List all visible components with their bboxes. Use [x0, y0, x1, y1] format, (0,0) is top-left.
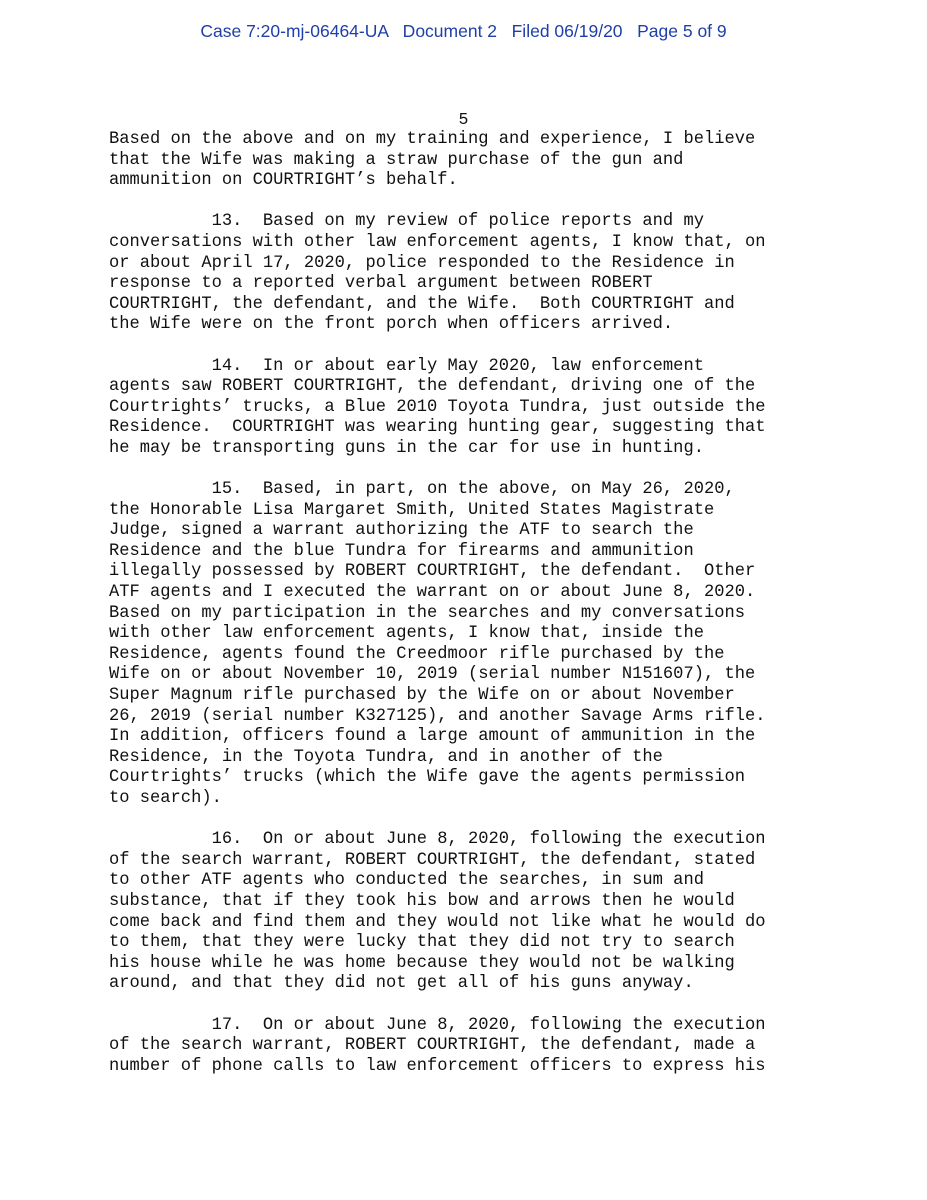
- text-line: number of phone calls to law enforcement officers to express his: [109, 1056, 766, 1076]
- text-line: Courtrights’ trucks, a Blue 2010 Toyota Tundra, just outside the: [109, 397, 766, 417]
- paragraph: [109, 830, 829, 995]
- text-line: ammunition on COURTRIGHT’s behalf.: [109, 171, 458, 191]
- document-body: [109, 130, 829, 1098]
- text-line: the Wife were on the front porch when officers arrived.: [109, 315, 674, 335]
- text-line: Courtrights’ trucks (which the Wife gave the agents permission: [109, 768, 745, 788]
- text-line: Based on the above and on my training and experience, I believe: [109, 130, 756, 149]
- text-line: 16. On or about June 8, 2020, following the execution: [109, 830, 766, 850]
- text-line: to other ATF agents who conducted the searches, in sum and: [109, 871, 704, 891]
- text-line: 14. In or about early May 2020, law enforcement: [109, 356, 704, 376]
- text-line: ATF agents and I executed the warrant on or about June 8, 2020.: [109, 583, 756, 603]
- text-line: of the search warrant, ROBERT COURTRIGHT, the defendant, stated: [109, 850, 756, 870]
- text-line: substance, that if they took his bow and arrows then he would: [109, 891, 735, 911]
- text-line: Super Magnum rifle purchased by the Wife on or about November: [109, 686, 735, 706]
- text-line: 15. Based, in part, on the above, on May 26, 2020,: [109, 480, 735, 500]
- paragraph: [109, 1016, 829, 1078]
- text-line: 26, 2019 (serial number K327125), and another Savage Arms rifle.: [109, 706, 766, 726]
- text-line: of the search warrant, ROBERT COURTRIGHT, the defendant, made a: [109, 1036, 756, 1056]
- text-line: Residence, in the Toyota Tundra, and in another of the: [109, 747, 663, 767]
- text-line: conversations with other law enforcement agents, I know that, on: [109, 232, 766, 252]
- text-line: with other law enforcement agents, I know that, inside the: [109, 624, 704, 644]
- text-line: he may be transporting guns in the car for use in hunting.: [109, 438, 704, 458]
- text-line: Residence and the blue Tundra for firearms and ammunition: [109, 541, 694, 561]
- text-line: illegally possessed by ROBERT COURTRIGHT, the defendant. Other: [109, 562, 756, 582]
- text-line: his house while he was home because they would not be walking: [109, 953, 735, 973]
- text-line: come back and find them and they would not like what he would do: [109, 912, 766, 932]
- text-line: the Honorable Lisa Margaret Smith, United States Magistrate: [109, 500, 715, 520]
- text-line: around, and that they did not get all of his guns anyway.: [109, 974, 694, 994]
- text-line: response to a reported verbal argument between ROBERT: [109, 274, 653, 294]
- text-line: that the Wife was making a straw purchase of the gun and: [109, 150, 684, 170]
- text-line: Based on my participation in the searches and my conversations: [109, 603, 745, 623]
- case-header: Case 7:20-mj-06464-UA Document 2 Filed 06/19/20 Page 5 of 9: [200, 21, 727, 41]
- text-line: Judge, signed a warrant authorizing the ATF to search the: [109, 521, 694, 541]
- text-line: 13. Based on my review of police reports and my: [109, 212, 704, 232]
- text-line: COURTRIGHT, the defendant, and the Wife. Both COURTRIGHT and: [109, 294, 735, 314]
- text-line: agents saw ROBERT COURTRIGHT, the defendant, driving one of the: [109, 377, 756, 397]
- paragraph: [109, 357, 829, 460]
- paragraph: [109, 212, 829, 336]
- text-line: 17. On or about June 8, 2020, following the execution: [109, 1015, 766, 1035]
- text-line: Residence, agents found the Creedmoor rifle purchased by the: [109, 644, 725, 664]
- paragraph: [109, 130, 829, 192]
- text-line: Wife on or about November 10, 2019 (serial number N151607), the: [109, 665, 756, 685]
- text-line: or about April 17, 2020, police responded to the Residence in: [109, 253, 735, 273]
- text-line: Residence. COURTRIGHT was wearing hunting gear, suggesting that: [109, 418, 766, 438]
- text-line: to search).: [109, 789, 222, 808]
- paragraph: [109, 480, 829, 810]
- text-line: In addition, officers found a large amount of ammunition in the: [109, 727, 756, 747]
- page-number: 5: [458, 110, 469, 129]
- text-line: to them, that they were lucky that they did not try to search: [109, 933, 735, 953]
